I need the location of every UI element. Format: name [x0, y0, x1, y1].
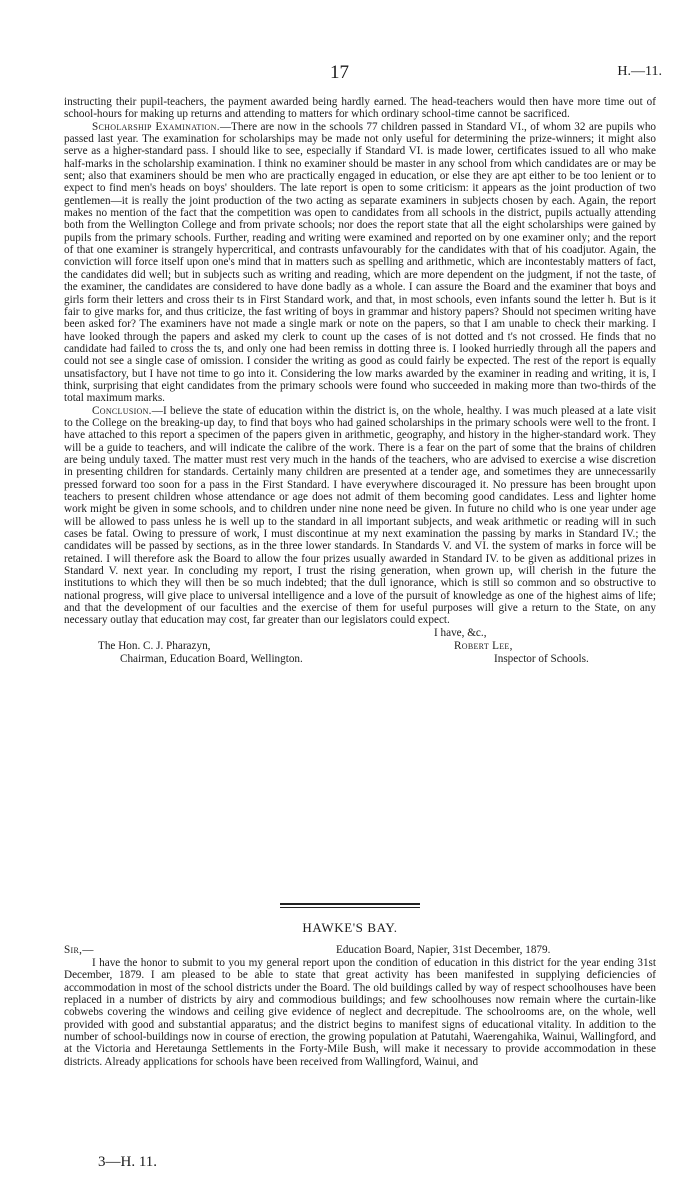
signoff-addressee: The Hon. C. J. Pharazyn,: [98, 639, 211, 652]
report-body: [64, 96, 656, 666]
signoff-row-1: [64, 627, 656, 640]
signoff-addressee-role: Chairman, Education Board, Wellington.: [120, 652, 303, 665]
paragraph-conclusion: [64, 405, 656, 627]
salutation-row: [64, 944, 656, 957]
section-divider-thin: [280, 907, 420, 908]
signoff-author: Robert Lee,: [454, 639, 513, 652]
dateline: Education Board, Napier, 31st December, 1879.: [336, 944, 551, 956]
conclusion-title: Conclusion.: [92, 404, 152, 417]
signoff-row-3: [64, 653, 656, 666]
signoff-row-2: [64, 640, 656, 653]
paragraph-hawkes-bay: I have the honor to submit to you my general report upon the condition of education in this district for the year ending 31st December, 1879. I am pleased to be able to state that great activity has been manifested in supplying deficiencies of accommodation in most of the school districts under the Board. The old buildings called by way of respect schoolhouses have been replaced in a number of districts by airy and commodious buildings; and few schoolhouses now remain where the curtain-like cobwebs covering the windows and ceiling give evidence of neglect and decrepitude. The schoolrooms are, on the whole, well provided with good and substantial apparatus; and the district begins to manifest signs of educational vitality. In addition to the number of school-buildings now in course of erection, the growing population at Patutahi, Waerengahika, Wainui, Wallingford, and at the Victoria and Heretaunga Settlements in the Forty-Mile Bush, will make it necessary to provide accommodation in these districts. Already applications for schools have been received from Wallingford, Wainui, and: [64, 957, 656, 1068]
section-heading: HAWKE'S BAY.: [302, 920, 398, 935]
printer-signature: 3—H. 11.: [98, 1154, 158, 1170]
page-number: 17: [330, 62, 349, 83]
paragraph-pupil-teachers: instructing their pupil-teachers, the payment awarded being hardly earned. The head-teachers would then have more time out of school-hours for making up returns and attending to matters for which ordinary school-time cannot be sacrificed.: [64, 96, 656, 121]
hawkes-bay-body: [64, 944, 656, 1068]
scholarship-text: —There are now in the schools 77 children passed in Standard VI., of whom 32 are pupils who passed last year. The examination for scholarships may be made not only useful for determining the prize-winners; it might also serve as a higher-standard pass. I should like to see, especially if Standard VI. is made lower, certificates issued to all who make half-marks in the scholarship examination. I think no examiner should be master in any school from which candidates are or may be sent; also that examiners should be men who are practically engaged in education, or else they are apt either to be too lenient or to expect to find men's heads on boys' shoulders. The late report is open to some criticism: it appears as the joint production of two gentlemen—it is really the joint production of the two acting as separate examiners in subjects chosen by each. Again, the report makes no mention of the fact that the competition was open to candidates from all schools in the district, pupils actually attending both from the Wellington College and from private schools; nor does the report state that all the eight scholarships were gained by pupils from the primary schools. Further, reading and writing were examined and reported on by one examiner only; and the report of that one examiner is strangely hypercritical, and contrasts unfavourably for the candidates with that of his coadjutor. Again, the conviction will force itself upon one's mind that in matters such as spelling and arithmetic, which are incontestably matters of fact, the candidates did well; but in subjects such as writing and reading, which are more dependent on the judgment, if not the taste, of the examiner, the candidates are considered to have done badly as a whole. I can assure the Board and the examiner that boys and girls form their letters and cross their ts in First Standard work, and that, in most schools, even infants sound the letter h. But is it fair to give marks for, and thus criticize, the fast writing of boys in grammar and history papers? Should not specimen writing have been asked for? The examiners have not made a single mark or note on the papers, so that I am unable to check their marking. I have looked through the papers and asked my clerk to count up the cases of is not dotted and t's not crossed. He finds that no candidate had failed to cross the ts, and only one had been remiss in dotting three is. I looked hurriedly through all the papers and could not see a single case of omission. I consider the writing as good as could fairly be expected. The rest of the report is equally unsatisfactory, but I have not time to go into it. Considering the low marks awarded by the examiner in reading and writing, it is, I think, surprising that eight candidates from the primary schools were found who succeeded in making more than two-thirds of the total maximum marks.: [64, 120, 657, 405]
salutation: Sir,—: [64, 944, 94, 956]
signoff-closing: I have, &c.,: [434, 626, 487, 639]
scholarship-title: Scholarship Examination.: [92, 120, 220, 133]
conclusion-text: —I believe the state of education within the district is, on the whole, healthy. I was much pleased at a late visit to the College on the breaking-up day, to find that boys who had gained scholarships in the primary schools were well to the front. I have attached to this report a specimen of the papers given in arithmetic, geography, and history in the higher-standard work. They will be a guide to teachers, and will indicate the calibre of the work. There is a fear on the part of some that the brains of children are being unduly taxed. The matter must rest very much in the hands of the teachers, who are advised to exercise a wise discretion in presenting children for standards. Certainly many children are presented at a tender age, and sometimes they are unnecessarily pressed forward too soon for a pass in the First Standard. I have everywhere discouraged it. No pressure has been brought upon teachers to present children whose attendance or age does not admit of them becoming good candidates. Less and lighter home work might be given in some schools, and to children under nine none need be given. In future no child who is one year under age will be allowed to pass unless he is well up to the standard in all important subjects, and weak arithmetic or reading will in such cases be fatal. Owing to pressure of work, I must discontinue at my next examination the passing by marks in Standard IV.; the candidates will be passed by sections, as in the three lower standards. In Standards V. and VI. the system of marks in force will be retained. I will therefore ask the Board to allow the four prizes usually awarded in Standard IV. to be given as additional prizes in Standard V. next year. In concluding my report, I trust the rising generation, when grown up, will cherish in the future the institutions to which they will then be so much indebted; that the dull ignorance, which is still so common and so obstructive to national progress, will give place to universal intelligence and a love of the pursuit of knowledge as one of the highest aims of life; and that the development of our faculties and the exercise of them for useful purposes will give a return to the State, on any necessary outlay that education may cost, far greater than our legislators could expect.: [64, 404, 656, 627]
section-divider: [280, 903, 420, 905]
paragraph-scholarship: [64, 121, 656, 405]
signoff-author-role: Inspector of Schools.: [494, 652, 589, 665]
document-reference: H.—11.: [617, 64, 662, 79]
